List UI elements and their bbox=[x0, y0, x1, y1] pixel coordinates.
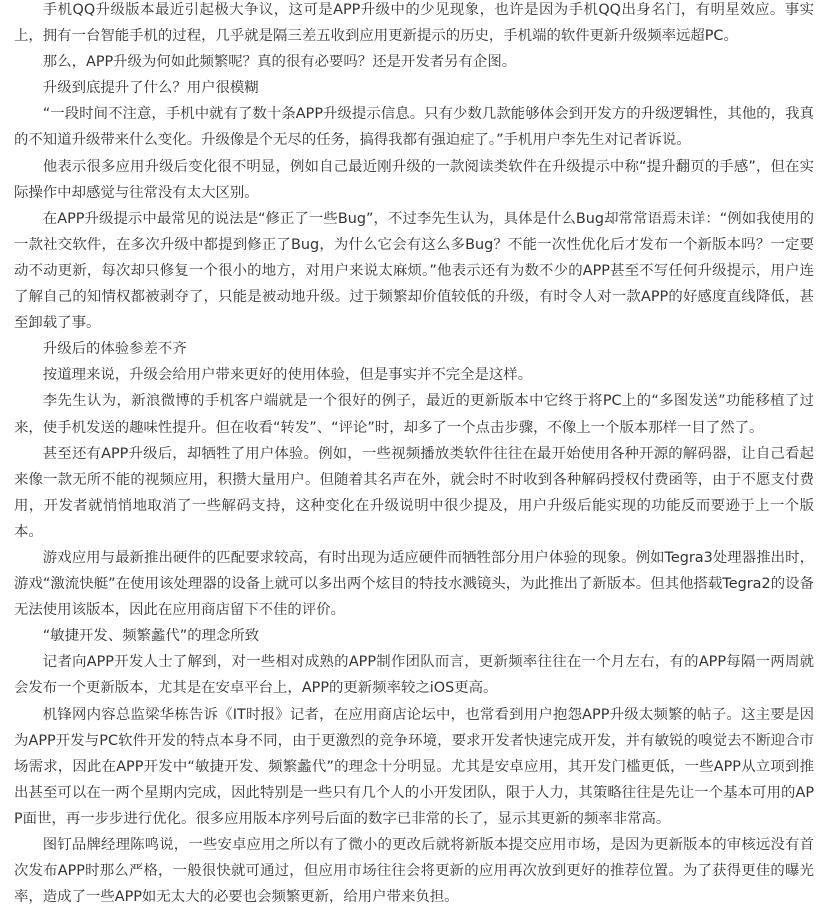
paragraph-user-quote: “一段时间不注意，手机中就有了数十条APP升级提示信息。只有少数几款能够体会到开发方的升级逻辑性，其他的，我真的不知道升级带来什么变化。升级像是个无尽的任务，搞得我都有强迫症了。”手机用户李先生对记者诉说。 bbox=[14, 106, 814, 149]
paragraph-reading-app: 他表示很多应用升级后变化很不明显，例如自己最近刚升级的一款阅读类软件在升级提示中称“提升翻页的手感”，但在实际操作中却感觉与往常没有太大区别。 bbox=[14, 158, 814, 201]
paragraph-video-decoder: 甚至还有APP升级后，却牺牲了用户体验。例如，一些视频播放类软件往往在最开始使用各种开源的解码器，让自己看起来像一款无所不能的视频应用，积攒大量用户。但随着其名声在外，就会时不时收到各种解码授权付费函等，由于不愿支付费用，开发者就悄悄地取消了一些解码支持，这种变化在升级说明中很少提及，用户升级后能实现的功能反而要逊于上一个版本。 bbox=[14, 445, 814, 540]
paragraph-intro: 手机QQ升级版本最近引起极大争议，这可是APP升级中的少见现象，也许是因为手机QQ出身名门，有明星效应。事实上，拥有一台智能手机的过程，几乎就是隔三差五收到应用更新提示的历史，手机端的软件更新升级频率远超PC。 bbox=[14, 2, 814, 45]
paragraph-update-frequency: 记者向APP开发人士了解到，对一些相对成熟的APP制作团队而言，更新频率往往在一个月左右，有的APP每隔一两周就会发布一个更新版本，尤其是在安卓平台上，APP的更新频率较之iOS更高。 bbox=[14, 654, 814, 697]
paragraph-expectation: 按道理来说，升级会给用户带来更好的使用体验，但是事实并不完全是这样。 bbox=[42, 367, 533, 384]
paragraph-weibo-example: 李先生认为，新浪微博的手机客户端就是一个很好的例子，最近的更新版本中它终于将PC上的“多图发送”功能移植了过来，使手机发送的趣味性提升。但在收看“转发”、“评论”时，却多了一个点击步骤，不像上一个版本那样一目了然了。 bbox=[14, 393, 814, 436]
section-heading-upgrade-unclear: 升级到底提升了什么？用户很模糊 bbox=[42, 80, 259, 97]
paragraph-gfan-interview: 机锋网内容总监梁华栋告诉《IT时报》记者，在应用商店论坛中，也常看到用户抱怨APP升级太频繁的帖子。这主要是因为APP开发与PC软件开发的特点本身不同，由于更激烈的竞争环境，要求开发者快速完成开发，并有敏锐的嗅觉去不断迎合市场需求，因此在APP开发中“敏捷开发、频繁蠡代”的理念十分明显。尤其是安卓应用，其开发门槛更低，一些APP从立项到推出甚至可以在一两个星期内完成，因此特别是一些只有几个人的小开发团队，限于人力，其策略往往是先让一个基本可用的APP面世，再一步步进行优化。很多应用版本序列号后面的数字已非常的长了，显示其更新的频率非常高。 bbox=[14, 706, 814, 827]
paragraph-bug-fixes: 在APP升级提示中最常见的说法是“修正了一些Bug”，不过李先生认为，具体是什么Bug却常常语焉未详：“例如我使用的一款社交软件，在多次升级中都提到修正了Bug，为什么它会有这么多Bug？不能一次性优化后才发布一个新版本吗？一定要动不动更新，每次却只修复一个很小的地方，对用户来说太麻烦。”他表示还有为数不少的APP甚至不写任何升级提示，用户连了解自己的知情权都被剥夺了，只能是被动地升级。过于频繁却价值较低的升级，有时令人对一款APP的好感度直线降低，甚至卸载了事。 bbox=[14, 210, 814, 332]
paragraph-question: 那么，APP升级为何如此频繁呢？真的很有必要吗？还是开发者另有企图。 bbox=[42, 54, 517, 71]
paragraph-app-store-review: 图钉品牌经理陈鸣说，一些安卓应用之所以有了微小的更改后就将新版本提交应用市场，是因为更新版本的审核远没有首次发布APP时那么严格，一般很快就可通过，但应用市场往往会将更新的应用再次放到更好的推荐位置。为了获得更佳的曝光率，造成了一些APP如无太大的必要也会频繁更新，给用户带来负担。 bbox=[14, 837, 814, 906]
paragraph-game-hardware: 游戏应用与最新推出硬件的匹配要求较高，有时出现为适应硬件而牺牲部分用户体验的现象。例如Tegra3处理器推出时，游戏“激流快艇”在使用该处理器的设备上就可以多出两个炫目的特技水溅镜头，为此推出了新版本。但其他搭载Tegra2的设备无法使用该版本，因此在应用商店留下不佳的评价。 bbox=[14, 549, 814, 619]
section-heading-uneven-experience: 升级后的体验参差不齐 bbox=[42, 341, 187, 358]
section-heading-agile-development: “敏捷开发、频繁蠡代”的理念所致 bbox=[42, 628, 260, 645]
